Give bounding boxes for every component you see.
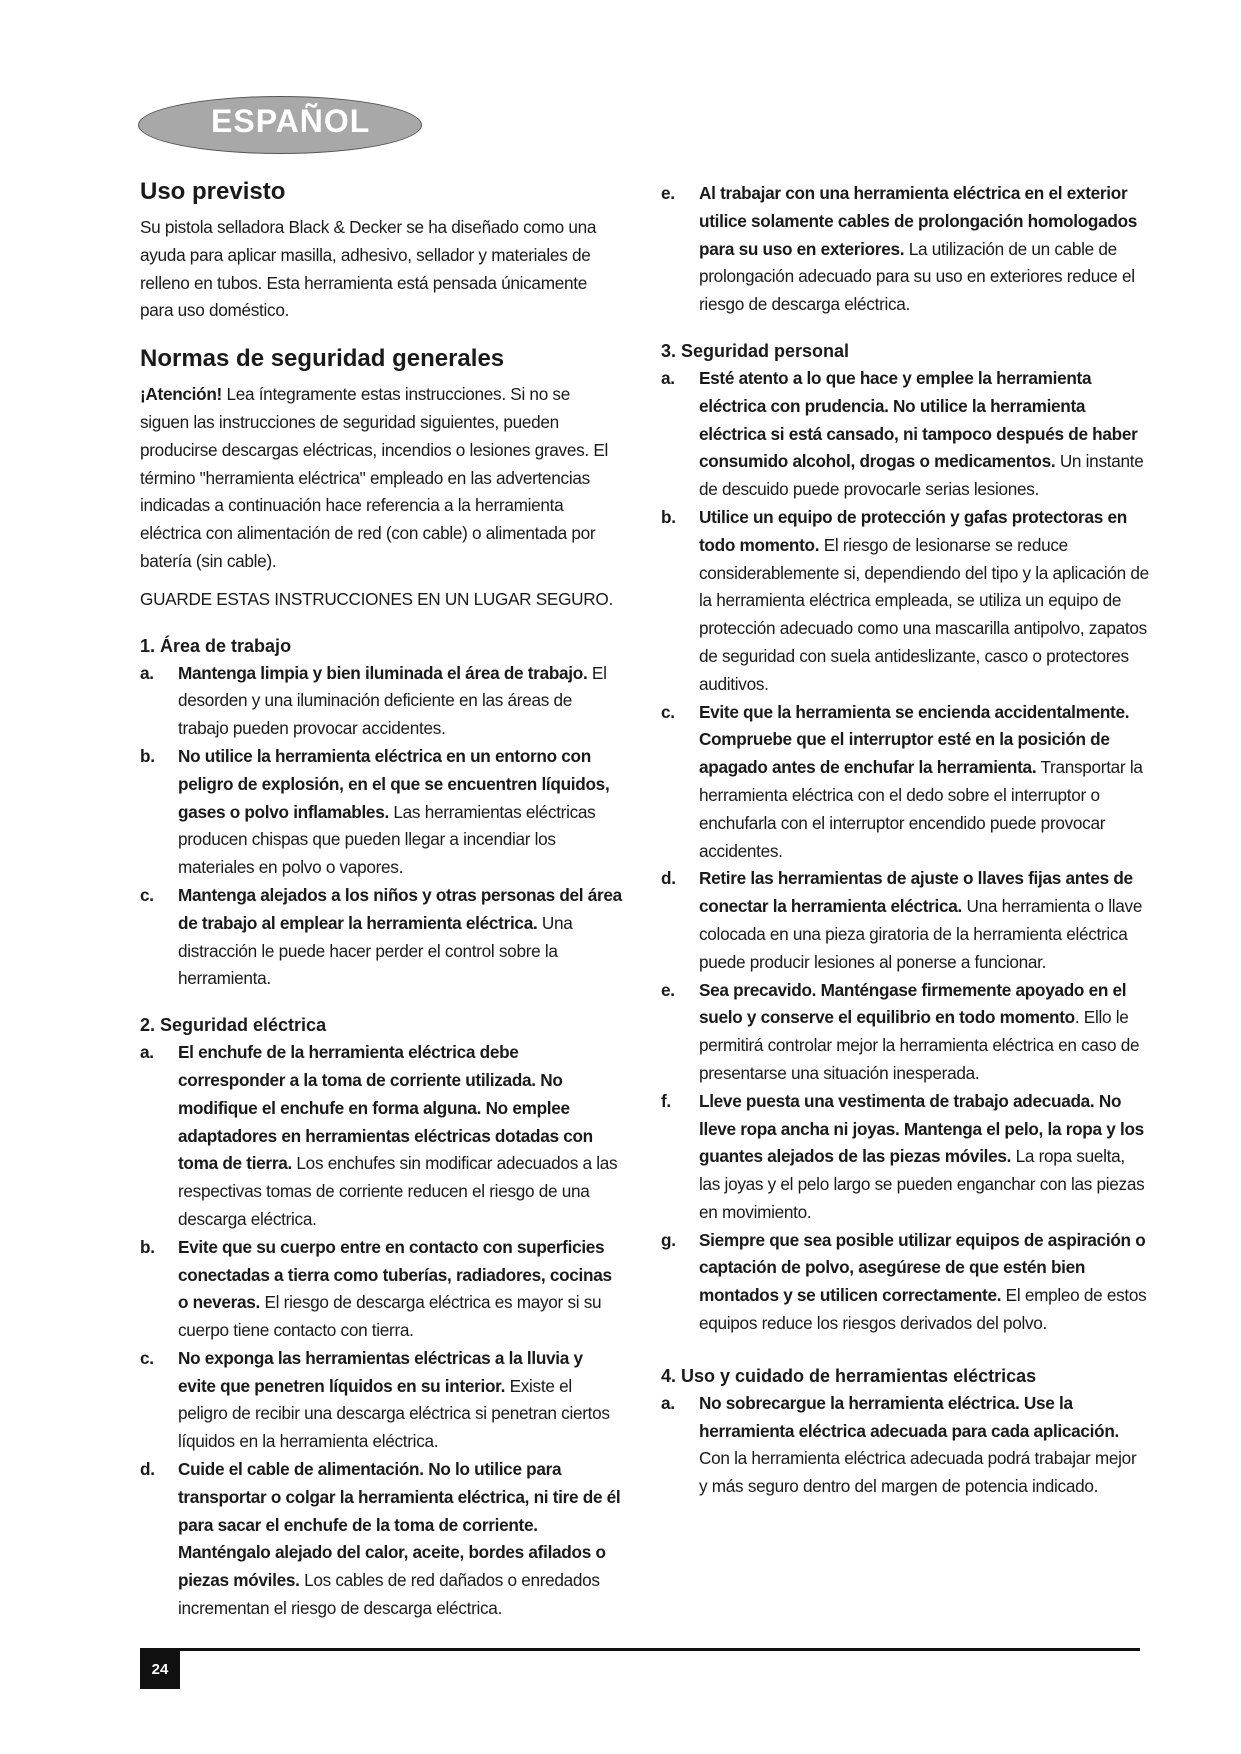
item-bold-text: Al trabajar con una herramienta eléctrica en el exterior utilice solamente cables de prolongación homologados para su uso en exteriores. <box>699 183 1138 259</box>
item-label: e. <box>661 979 675 1000</box>
item-label: d. <box>140 1459 155 1480</box>
instruction-item <box>140 1039 622 1234</box>
item-text: Transportar la herramienta eléctrica con el dedo sobre el interruptor o enchufarla con el interruptor encendido puede provocar accidentes. <box>699 757 1143 861</box>
section-4-title: 4. Uso y cuidado de herramientas eléctricas <box>661 1365 1037 1386</box>
item-bold-text: Mantenga alejados a los niños y otras personas del área de trabajo al emplear la herramienta eléctrica. <box>178 884 622 933</box>
atencion-text: Lea íntegramente estas instrucciones. Si no se siguen las instrucciones de seguridad siguientes, pueden producirse descargas eléctricas, incendios o lesiones graves. El término "herramienta eléctrica" empleado en las advertencias indicadas a continuación hace referencia a la herramienta eléctrica con alimentación de red (con cable) o alimentada por batería (sin cable). <box>140 384 609 571</box>
item-text: La utilización de un cable de prolongación adecuado para su uso en exteriores reduce el riesgo de descarga eléctrica. <box>699 238 1135 315</box>
section-2-title: 2. Seguridad eléctrica <box>140 1015 327 1036</box>
section-1-title: 1. Área de trabajo <box>140 635 292 656</box>
instruction-item <box>140 743 622 882</box>
item-bold-text: Retire las herramientas de ajuste o llaves fijas antes de conectar la herramienta eléctrica. <box>699 868 1133 917</box>
item-text: La ropa suelta, las joyas y el pelo largo se pueden enganchar con las piezas en movimiento. <box>699 1146 1145 1222</box>
item-bold-text: No sobrecargue la herramienta eléctrica. Use la herramienta eléctrica adecuada para cada aplicación. <box>699 1392 1120 1441</box>
instruction-item <box>140 1456 622 1623</box>
item-text: El desorden y una iluminación deficiente en las áreas de trabajo pueden provocar accidentes. <box>178 662 607 739</box>
atencion-bold: ¡Atención! <box>140 384 222 405</box>
instruction-item <box>140 1234 622 1345</box>
item-text: . Ello le permitirá controlar mejor la herramienta eléctrica en caso de presentarse una situación inesperada. <box>699 1007 1140 1083</box>
item-label: b. <box>140 1236 155 1257</box>
item-label: b. <box>661 506 676 527</box>
item-bold-text: El enchufe de la herramienta eléctrica debe corresponder a la toma de corriente utilizada. No modifique el enchufe en forma alguna. No emplee adaptadores en herramientas eléctricas dotadas con toma de tierra. <box>178 1042 593 1174</box>
instruction-item <box>661 180 1149 319</box>
section-2-list <box>140 1039 622 1623</box>
item-label: b. <box>140 745 155 766</box>
left-column <box>140 176 622 1623</box>
instruction-item <box>140 1345 622 1456</box>
footer-rule <box>140 1648 1140 1651</box>
section-2e <box>661 180 1149 319</box>
item-label: f. <box>661 1090 671 1111</box>
item-text: Los enchufes sin modificar adecuados a las respectivas tomas de corriente reducen el riesgo de una descarga eléctrica. <box>178 1153 618 1229</box>
item-bold-text: Evite que su cuerpo entre en contacto con superficies conectadas a tierra como tuberías, radiadores, cocinas o neveras. <box>178 1236 612 1313</box>
atencion-paragraph <box>140 381 622 576</box>
item-text: Una distracción le puede hacer perder el control sobre la herramienta. <box>178 912 573 989</box>
item-bold-text: Mantenga limpia y bien iluminada el área de trabajo. <box>178 662 588 683</box>
item-label: d. <box>661 868 676 889</box>
item-text: El empleo de estos equipos reduce los riesgos derivados del polvo. <box>699 1285 1147 1334</box>
section-1-list <box>140 660 622 994</box>
item-label: c. <box>140 1347 154 1368</box>
item-bold-text: Esté atento a lo que hace y emplee la herramienta eléctrica con prudencia. No utilice la herramienta eléctrica si está cansado, ni tampoco después de haber consumido alcohol, drogas o medicamentos. <box>699 367 1138 472</box>
uso-title: Uso previsto <box>140 178 286 205</box>
item-text: Una herramienta o llave colocada en una pieza giratoria de la herramienta eléctrica puede producir lesiones al ponerse a funcionar. <box>699 896 1143 972</box>
item-bold-text: No utilice la herramienta eléctrica en un entorno con peligro de explosión, en el que se encuentren líquidos, gases o polvo inflamables. <box>178 745 610 822</box>
item-text: Un instante de descuido puede provocarle serias lesiones. <box>699 451 1144 500</box>
item-bold-text: Utilice un equipo de protección y gafas protectoras en todo momento. <box>699 506 1127 555</box>
item-bold-text: Lleve puesta una vestimenta de trabajo adecuada. No lleve ropa ancha ni joyas. Mantenga el pelo, la ropa y los guantes alejados de las piezas móviles. <box>699 1090 1144 1167</box>
item-bold-text: Sea precavido. Manténgase firmemente apoyado en el suelo y conserve el equilibrio en todo momento <box>699 979 1127 1028</box>
guarde-text: GUARDE ESTAS INSTRUCCIONES EN UN LUGAR SEGURO. <box>140 588 613 609</box>
item-text: Existe el peligro de recibir una descarga eléctrica si penetran ciertos líquidos en la herramienta eléctrica. <box>178 1375 610 1452</box>
instruction-item <box>661 365 1149 504</box>
normas-title: Normas de seguridad generales <box>140 345 505 373</box>
item-label: a. <box>140 662 154 683</box>
item-label: a. <box>661 367 675 388</box>
instruction-item <box>661 865 1149 976</box>
item-label: e. <box>661 183 675 203</box>
instruction-item <box>661 504 1149 699</box>
instruction-item <box>661 977 1149 1088</box>
instruction-item <box>661 699 1149 866</box>
instruction-item <box>661 1088 1149 1227</box>
section-3-title: 3. Seguridad personal <box>661 340 850 361</box>
item-label: g. <box>661 1229 676 1250</box>
item-label: c. <box>140 884 154 905</box>
item-text: Con la herramienta eléctrica adecuada podrá trabajar mejor y más seguro dentro del margen de potencia indicado. <box>699 1448 1137 1497</box>
item-text: El riesgo de lesionarse se reduce considerablemente si, dependiendo del tipo y la aplicación de la herramienta eléctrica empleada, se utiliza un equipo de protección adecuado como una mascarilla antipolvo, zapatos de seguridad con suela antideslizante, casco o protectores auditivos. <box>699 534 1149 694</box>
right-column <box>661 180 1149 1501</box>
item-bold-text: Evite que la herramienta se encienda accidentalmente. Compruebe que el interruptor esté en la posición de apagado antes de enchufar la herramienta. <box>699 701 1130 778</box>
section-3-list <box>661 365 1149 1338</box>
language-label: ESPAÑOL <box>211 103 371 139</box>
item-label: a. <box>661 1392 675 1413</box>
instruction-item <box>661 1227 1149 1338</box>
instruction-item <box>140 882 622 993</box>
item-label: a. <box>140 1042 154 1063</box>
item-text: Las herramientas eléctricas producen chispas que pueden llegar a incendiar los materiales en polvo o vapores. <box>178 801 596 878</box>
item-label: c. <box>661 701 675 722</box>
instruction-item <box>140 660 622 743</box>
instruction-item <box>661 1390 1149 1501</box>
item-bold-text: Siempre que sea posible utilizar equipos de aspiración o captación de polvo, asegúrese de que estén bien montados y se utilicen correctamente. <box>699 1229 1146 1306</box>
page-number: 24 <box>140 1651 180 1689</box>
item-bold-text: No exponga las herramientas eléctricas a la lluvia y evite que penetren líquidos en su interior. <box>178 1347 583 1396</box>
item-text: Los cables de red dañados o enredados incrementan el riesgo de descarga eléctrica. <box>178 1570 600 1619</box>
language-tab <box>138 96 422 154</box>
item-text: El riesgo de descarga eléctrica es mayor si su cuerpo tiene contacto con tierra. <box>178 1292 602 1341</box>
item-bold-text: Cuide el cable de alimentación. No lo utilice para transportar o colgar la herramienta eléctrica, ni tire de él para sacar el enchufe de la toma de corriente. Manténgalo alejado del calor, aceite, bordes afilados o piezas móviles. <box>178 1459 621 1591</box>
uso-text: Su pistola selladora Black & Decker se ha diseñado como una ayuda para aplicar masilla, adhesivo, sellador y materiales de relleno en tubos. Esta herramienta está pensada únicamente para uso doméstico. <box>140 217 597 321</box>
section-4-list <box>661 1390 1149 1501</box>
